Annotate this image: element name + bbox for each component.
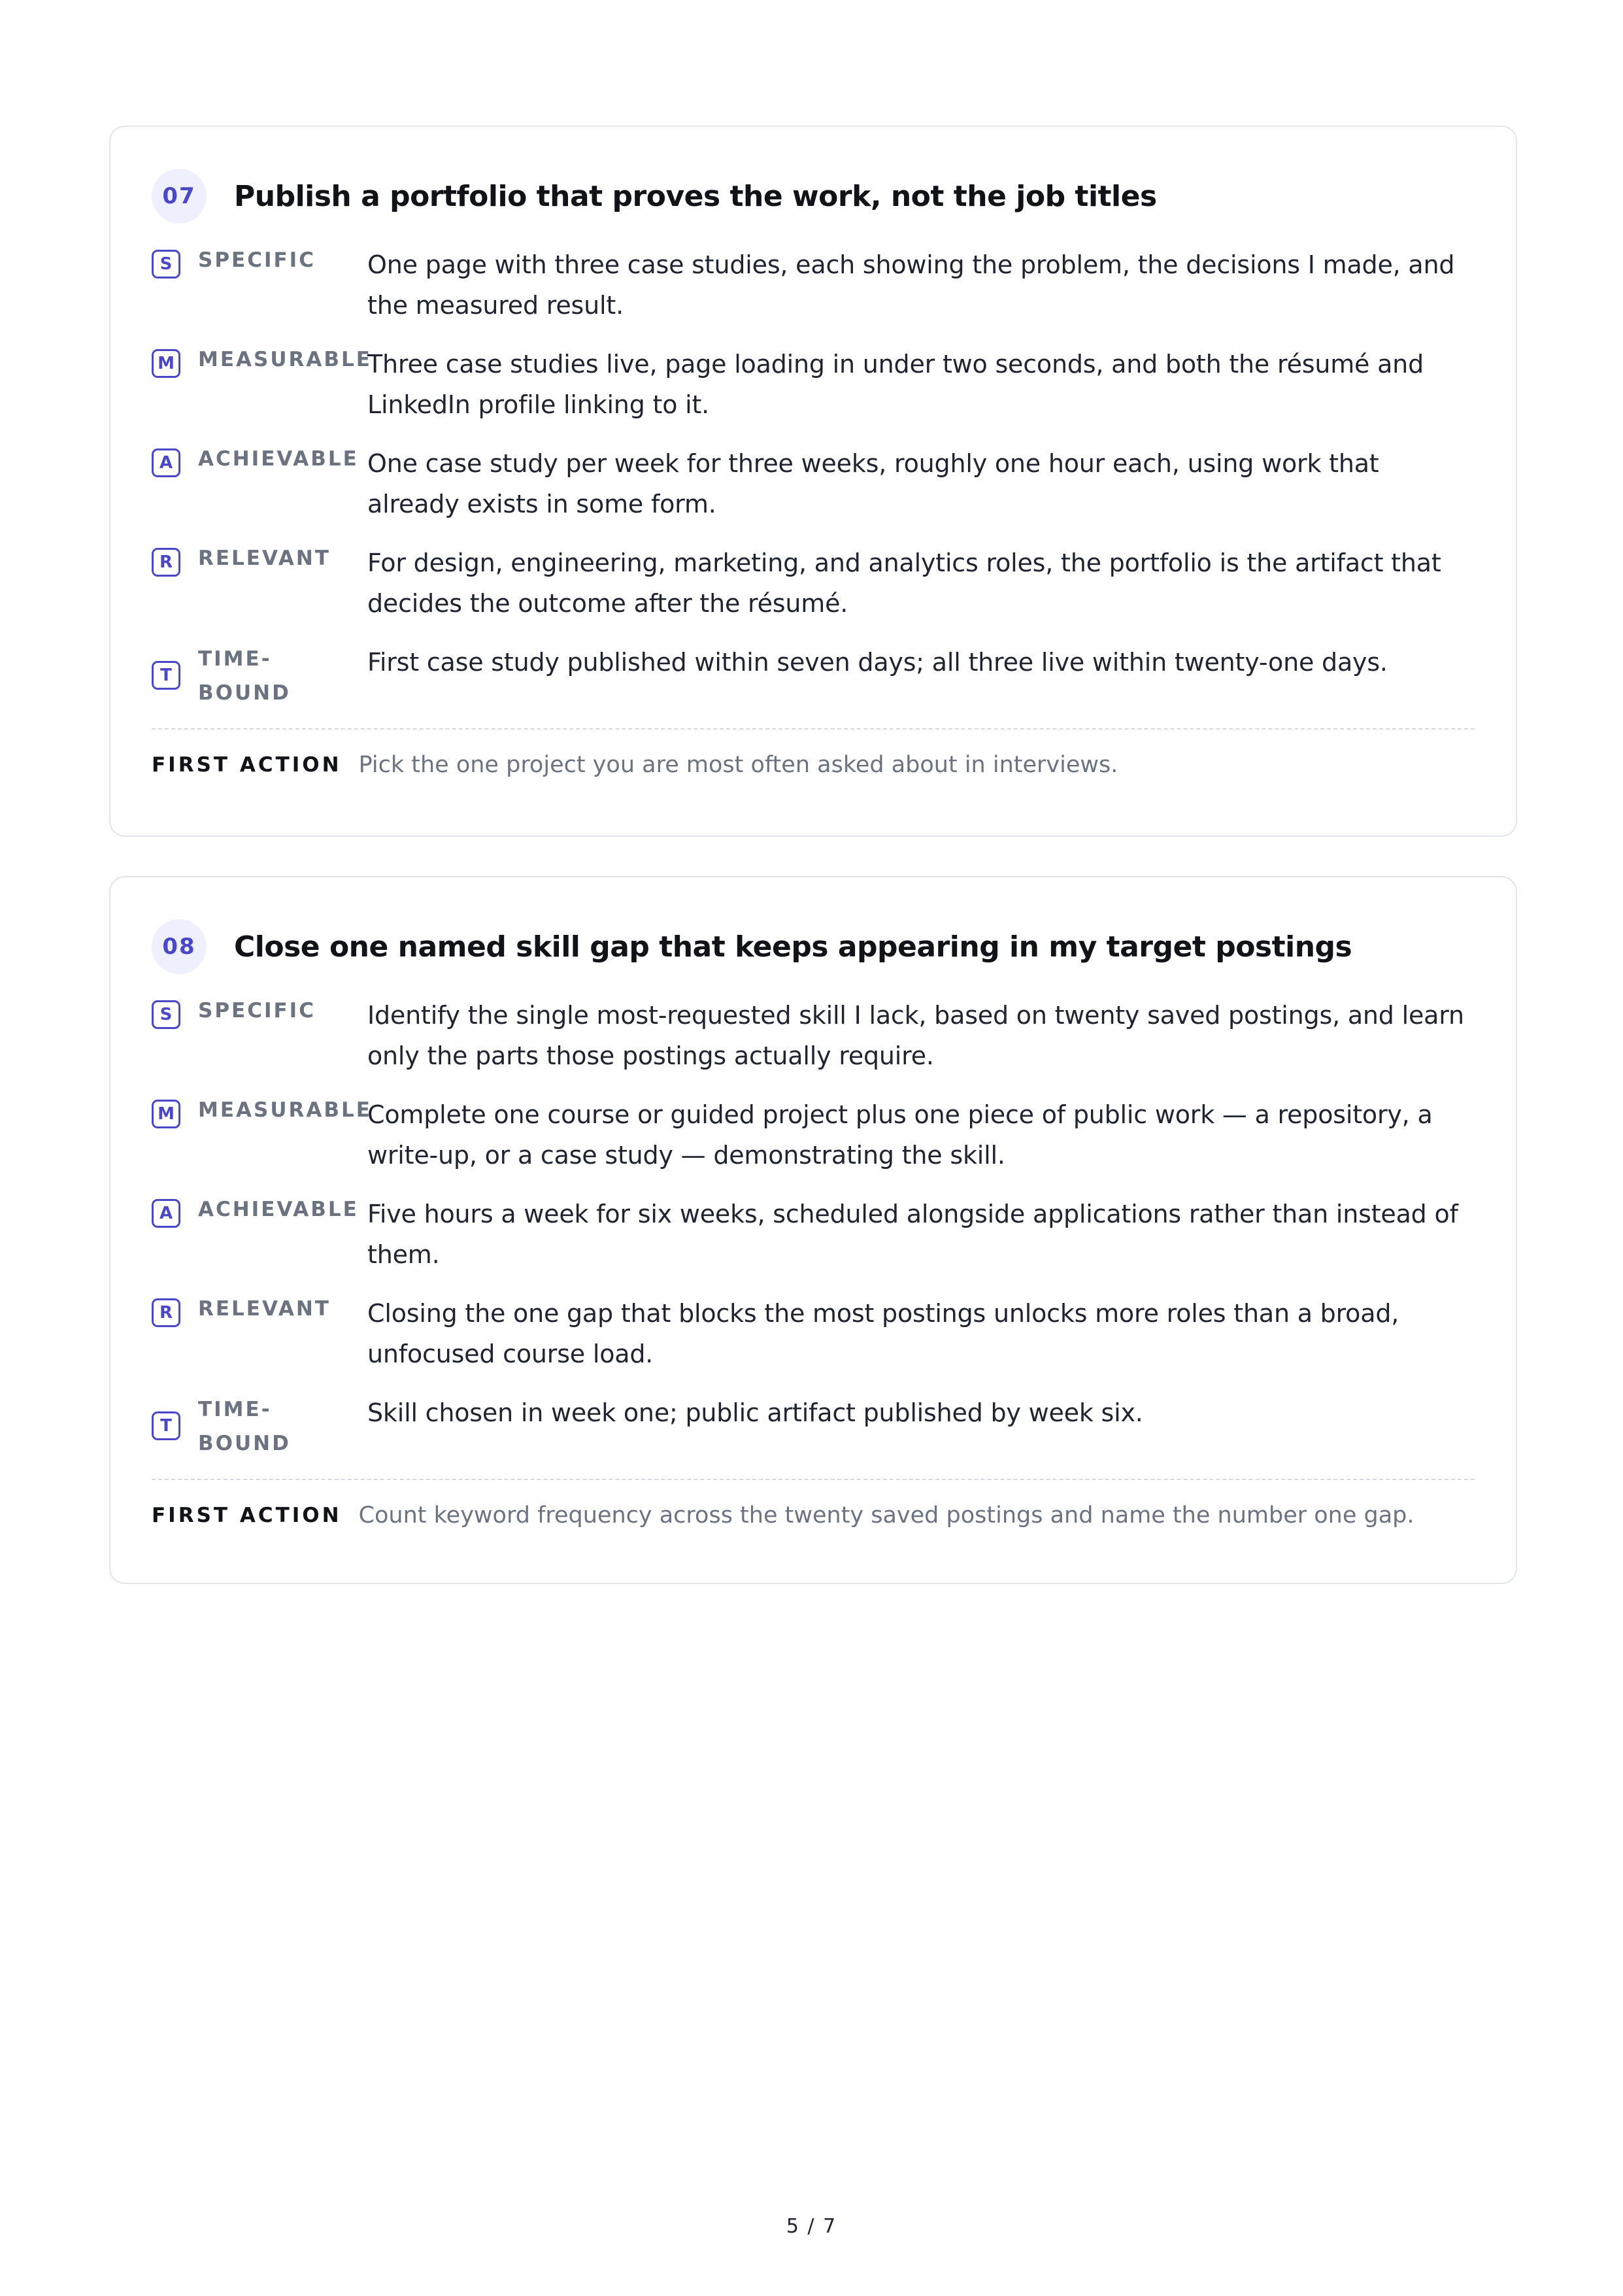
criterion-name: MEASURABLE bbox=[198, 1098, 372, 1122]
first-action-text: Count keyword frequency across the twenty saved postings and name the number one gap. bbox=[358, 1502, 1414, 1528]
criterion-name: ACHIEVABLE bbox=[198, 1198, 359, 1221]
criterion-name: ACHIEVABLE bbox=[198, 447, 359, 471]
smart-label bbox=[152, 1194, 367, 1228]
criterion-text: First case study published within seven days; all three live within twenty-one days. bbox=[367, 648, 1388, 677]
smart-row-specific bbox=[152, 245, 1475, 326]
smart-label bbox=[152, 344, 372, 378]
page-number: 5 / 7 bbox=[786, 2215, 837, 2238]
criterion-name: TIME-BOUND bbox=[198, 647, 291, 705]
criterion-text: One page with three case studies, each showing the problem, the decisions I made, and the measured result. bbox=[367, 250, 1455, 320]
goal-header bbox=[152, 167, 1475, 225]
smart-row-time-bound bbox=[152, 1393, 1475, 1460]
smart-label bbox=[152, 1094, 372, 1128]
criterion-text: For design, engineering, marketing, and analytics roles, the portfolio is the artifact that decides the outcome after the résumé. bbox=[367, 549, 1441, 618]
criterion-text: Skill chosen in week one; public artifact published by week six. bbox=[367, 1398, 1143, 1427]
criterion-text: Identify the single most-requested skill I lack, based on twenty saved postings, and learn only the parts those postings actually require. bbox=[367, 1001, 1464, 1070]
smart-row-relevant bbox=[152, 543, 1475, 624]
goal-title: Publish a portfolio that proves the work, not the job titles bbox=[234, 179, 1157, 213]
first-action-label: FIRST ACTION bbox=[152, 753, 342, 777]
first-action bbox=[152, 752, 1475, 778]
letter-m-icon: M bbox=[152, 349, 180, 378]
goal-card bbox=[109, 126, 1517, 837]
goal-number-badge: 07 bbox=[152, 169, 207, 224]
smart-label bbox=[152, 245, 367, 279]
letter-r-icon: R bbox=[152, 548, 180, 577]
first-action-label: FIRST ACTION bbox=[152, 1504, 342, 1527]
smart-row-achievable bbox=[152, 1194, 1475, 1275]
criterion-name: RELEVANT bbox=[198, 547, 331, 570]
criterion-text: Three case studies live, page loading in under two seconds, and both the résumé and LinkedIn profile linking to it. bbox=[367, 350, 1424, 419]
smart-row-measurable bbox=[152, 344, 1475, 425]
letter-a-icon: A bbox=[152, 448, 180, 477]
smart-label bbox=[152, 1293, 367, 1327]
goal-title: Close one named skill gap that keeps appearing in my target postings bbox=[234, 930, 1352, 964]
letter-m-icon: M bbox=[152, 1100, 180, 1128]
smart-label bbox=[152, 642, 367, 710]
smart-row-achievable bbox=[152, 443, 1475, 524]
letter-s-icon: S bbox=[152, 250, 180, 279]
letter-t-icon: T bbox=[152, 661, 180, 690]
letter-r-icon: R bbox=[152, 1298, 180, 1327]
letter-s-icon: S bbox=[152, 1000, 180, 1029]
goal-header bbox=[152, 918, 1475, 975]
smart-label bbox=[152, 1393, 367, 1460]
dashed-divider bbox=[152, 728, 1475, 730]
criterion-name: SPECIFIC bbox=[198, 248, 316, 272]
goal-card bbox=[109, 876, 1517, 1584]
smart-row-specific bbox=[152, 995, 1475, 1076]
criterion-text: Complete one course or guided project plus one piece of public work — a repository, a write-up, or a case study — demonstrating the skill. bbox=[367, 1100, 1433, 1170]
criterion-name: MEASURABLE bbox=[198, 348, 372, 371]
criterion-text: Five hours a week for six weeks, scheduled alongside applications rather than instead of them. bbox=[367, 1200, 1458, 1269]
smart-label bbox=[152, 443, 367, 477]
letter-a-icon: A bbox=[152, 1199, 180, 1228]
smart-row-time-bound bbox=[152, 642, 1475, 710]
smart-row-relevant bbox=[152, 1293, 1475, 1374]
first-action-text: Pick the one project you are most often asked about in interviews. bbox=[358, 752, 1118, 778]
criterion-text: Closing the one gap that blocks the most postings unlocks more roles than a broad, unfocused course load. bbox=[367, 1299, 1399, 1368]
goal-number-badge: 08 bbox=[152, 919, 207, 974]
smart-row-measurable bbox=[152, 1094, 1475, 1175]
smart-label bbox=[152, 995, 367, 1029]
dashed-divider bbox=[152, 1479, 1475, 1480]
criterion-name: SPECIFIC bbox=[198, 999, 316, 1022]
letter-t-icon: T bbox=[152, 1411, 180, 1440]
smart-criteria-list bbox=[152, 995, 1475, 1460]
criterion-text: One case study per week for three weeks, roughly one hour each, using work that already exists in some form. bbox=[367, 449, 1379, 518]
criterion-name: RELEVANT bbox=[198, 1297, 331, 1321]
first-action bbox=[152, 1502, 1475, 1528]
smart-label bbox=[152, 543, 367, 577]
smart-criteria-list bbox=[152, 245, 1475, 710]
criterion-name: TIME-BOUND bbox=[198, 1398, 291, 1455]
